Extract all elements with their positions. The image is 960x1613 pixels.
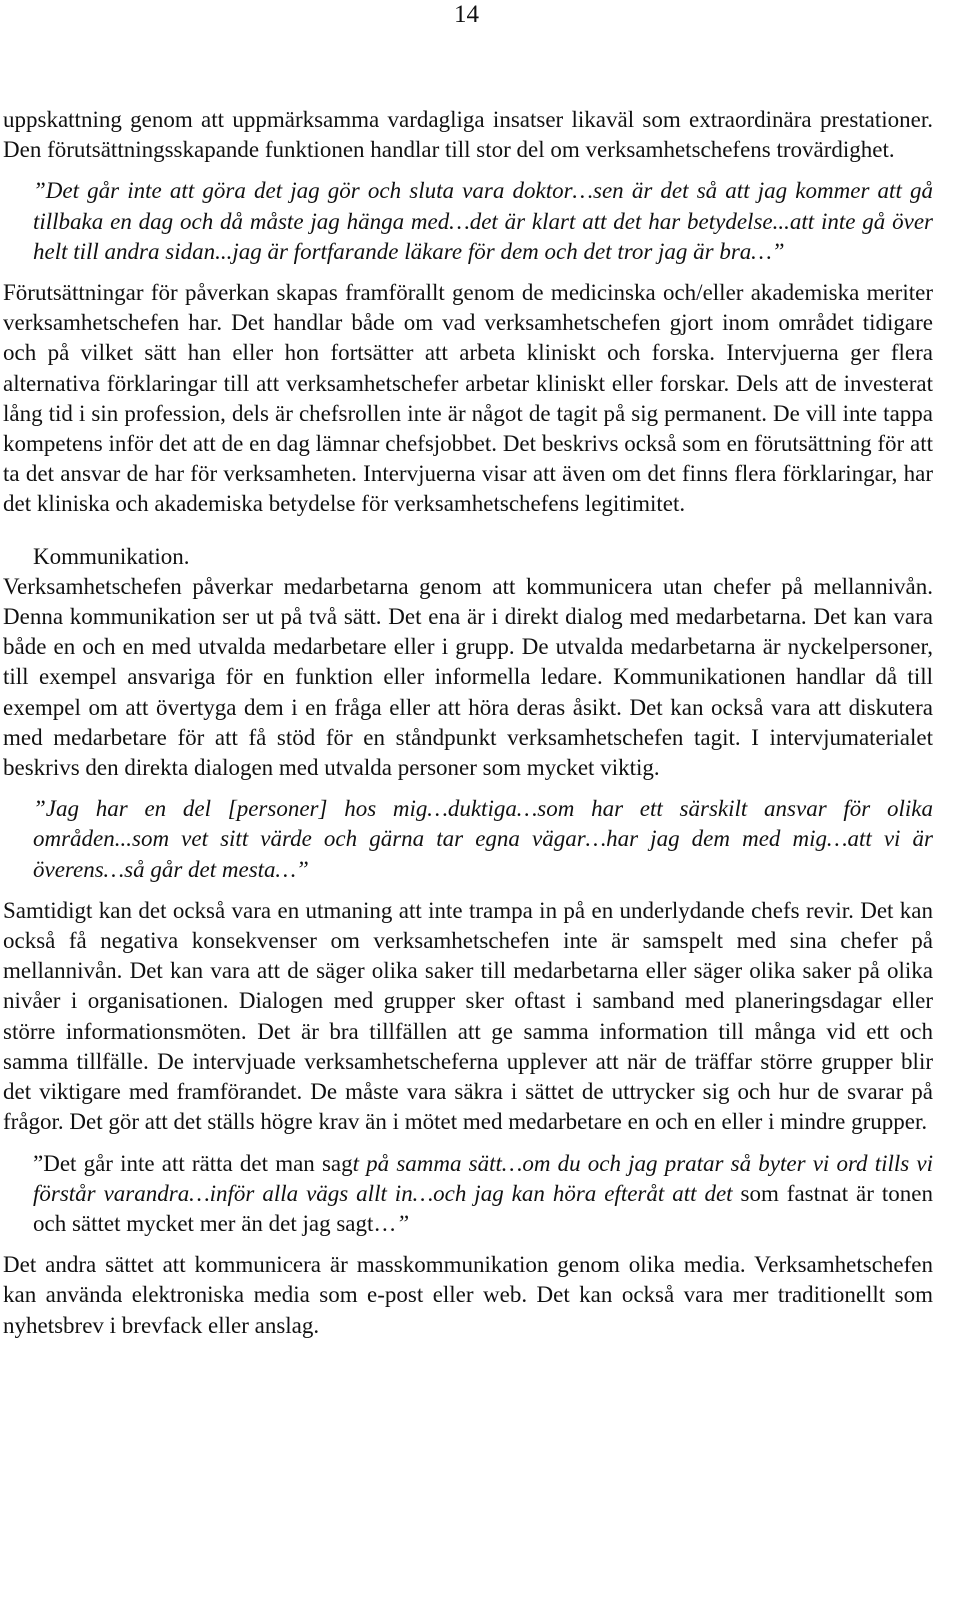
interview-quote: ”Det går inte att göra det jag gör och sluta vara doktor…sen är det så att jag kommer att gå tillbaka en dag och då måste jag hänga med…det är klart att det har betydelse...att inte gå över helt till andra sidan...jag är fortfarande läkare för dem och det tror jag är bra…”: [33, 178, 933, 264]
quote-upright-part: som fastnat är tonen och sättet mycket mer än det jag sagt…: [33, 1180, 933, 1236]
body-paragraph: Samtidigt kan det också vara en utmaning att inte trampa in på en underlydande chefs revir. Det kan också få negativa konsekvenser om verksamhetschefen inte är samspelt med sina chefer på mellannivån. Det kan vara att de säger olika saker till medarbetarna eller säger olika saker på olika nivåer i organisationen. Dialogen med grupper sker oftast i samband med planeringsdagar eller större informationsmöten. Det är bra tillfällen att ge samma information till många vid ett och samma tillfälle. De intervjuade verksamhetscheferna upplever att när de träffar större grupper blir det viktigare med framförandet. De måste vara säkra i sättet de uttrycker sig och hur de svarar på frågor. Det gör att det ställs högre krav än i mötet med medarbetare en och en eller i mindre grupper.: [3, 897, 933, 1135]
quote-upright-part: ”Det går inte att rätta det man sag: [33, 1150, 353, 1176]
quote-closing-mark: ”: [396, 1210, 410, 1236]
document-body: [3, 105, 933, 1341]
page-number: 14: [454, 1, 479, 28]
interview-quote: [3, 1149, 933, 1240]
body-paragraph: Det andra sättet att kommunicera är masskommunikation genom olika media. Verksamhetschefen kan använda elektroniska media som e-post eller web. Det kan också vara mer traditionellt som nyhetsbrev i brevfack eller anslag.: [3, 1252, 933, 1338]
body-paragraph: uppskattning genom att uppmärksamma vardagliga insatser likaväl som extraordinära prestationer. Den förutsättningsskapande funktionen handlar till stor del om verksamhetschefens trovärdighet.: [3, 107, 933, 163]
quote-italic-part: t på samma sätt…om du och jag pratar så byter vi ord tills vi förstår varandra…inför alla vägs allt in…och jag kan höra efteråt att det: [33, 1150, 933, 1206]
interview-quote: ”Jag har en del [personer] hos mig…duktiga…som har ett särskilt ansvar för olika områden...som vet sitt värde och gärna tar egna vägar…har jag dem med mig…att vi är överens…så går det mesta…”: [33, 796, 933, 882]
section-heading: Kommunikation.: [33, 543, 190, 569]
body-paragraph: Verksamhetschefen påverkar medarbetarna genom att kommunicera utan chefer på mellannivån. Denna kommunikation ser ut på två sätt. Det ena är i direkt dialog med medarbetarna. Det kan vara både en och en med utvalda medarbetare eller i grupp. De utvalda medarbetarna är nyckelpersoner, till exempel ansvariga för en funktion eller informella ledare. Kommunikationen handlar då till exempel om att övertyga dem i en fråga eller att höra deras åsikt. Det kan också vara att diskutera med medarbetare för att få stöd för en ståndpunkt verksamhetschefen tagit. I intervjumaterialet beskrivs den direkta dialogen med utvalda personer som mycket viktig.: [3, 573, 933, 781]
body-paragraph: Förutsättningar för påverkan skapas framförallt genom de medicinska och/eller akademiska meriter verksamhetschefen har. Det handlar både om vad verksamhetschefen gjort inom området tidigare och på vilket sätt han eller hon fortsätter att arbeta kliniskt och forska. Intervjuerna ger flera alternativa förklaringar till att verksamhetschefer arbetar kliniskt eller forskar. Dels att de investerat lång tid i sin profession, dels är chefsrollen inte är något de tagit på sig permanent. De vill inte tappa kompetens inför det att de en dag lämnar chefsjobbet. Det beskrivs också som en förutsättning för att ta det ansvar de har för verksamheten. Intervjuerna visar att även om det finns flera förklaringar, har det kliniska och akademiska betydelse för verksamhetschefens legitimitet.: [3, 280, 933, 517]
